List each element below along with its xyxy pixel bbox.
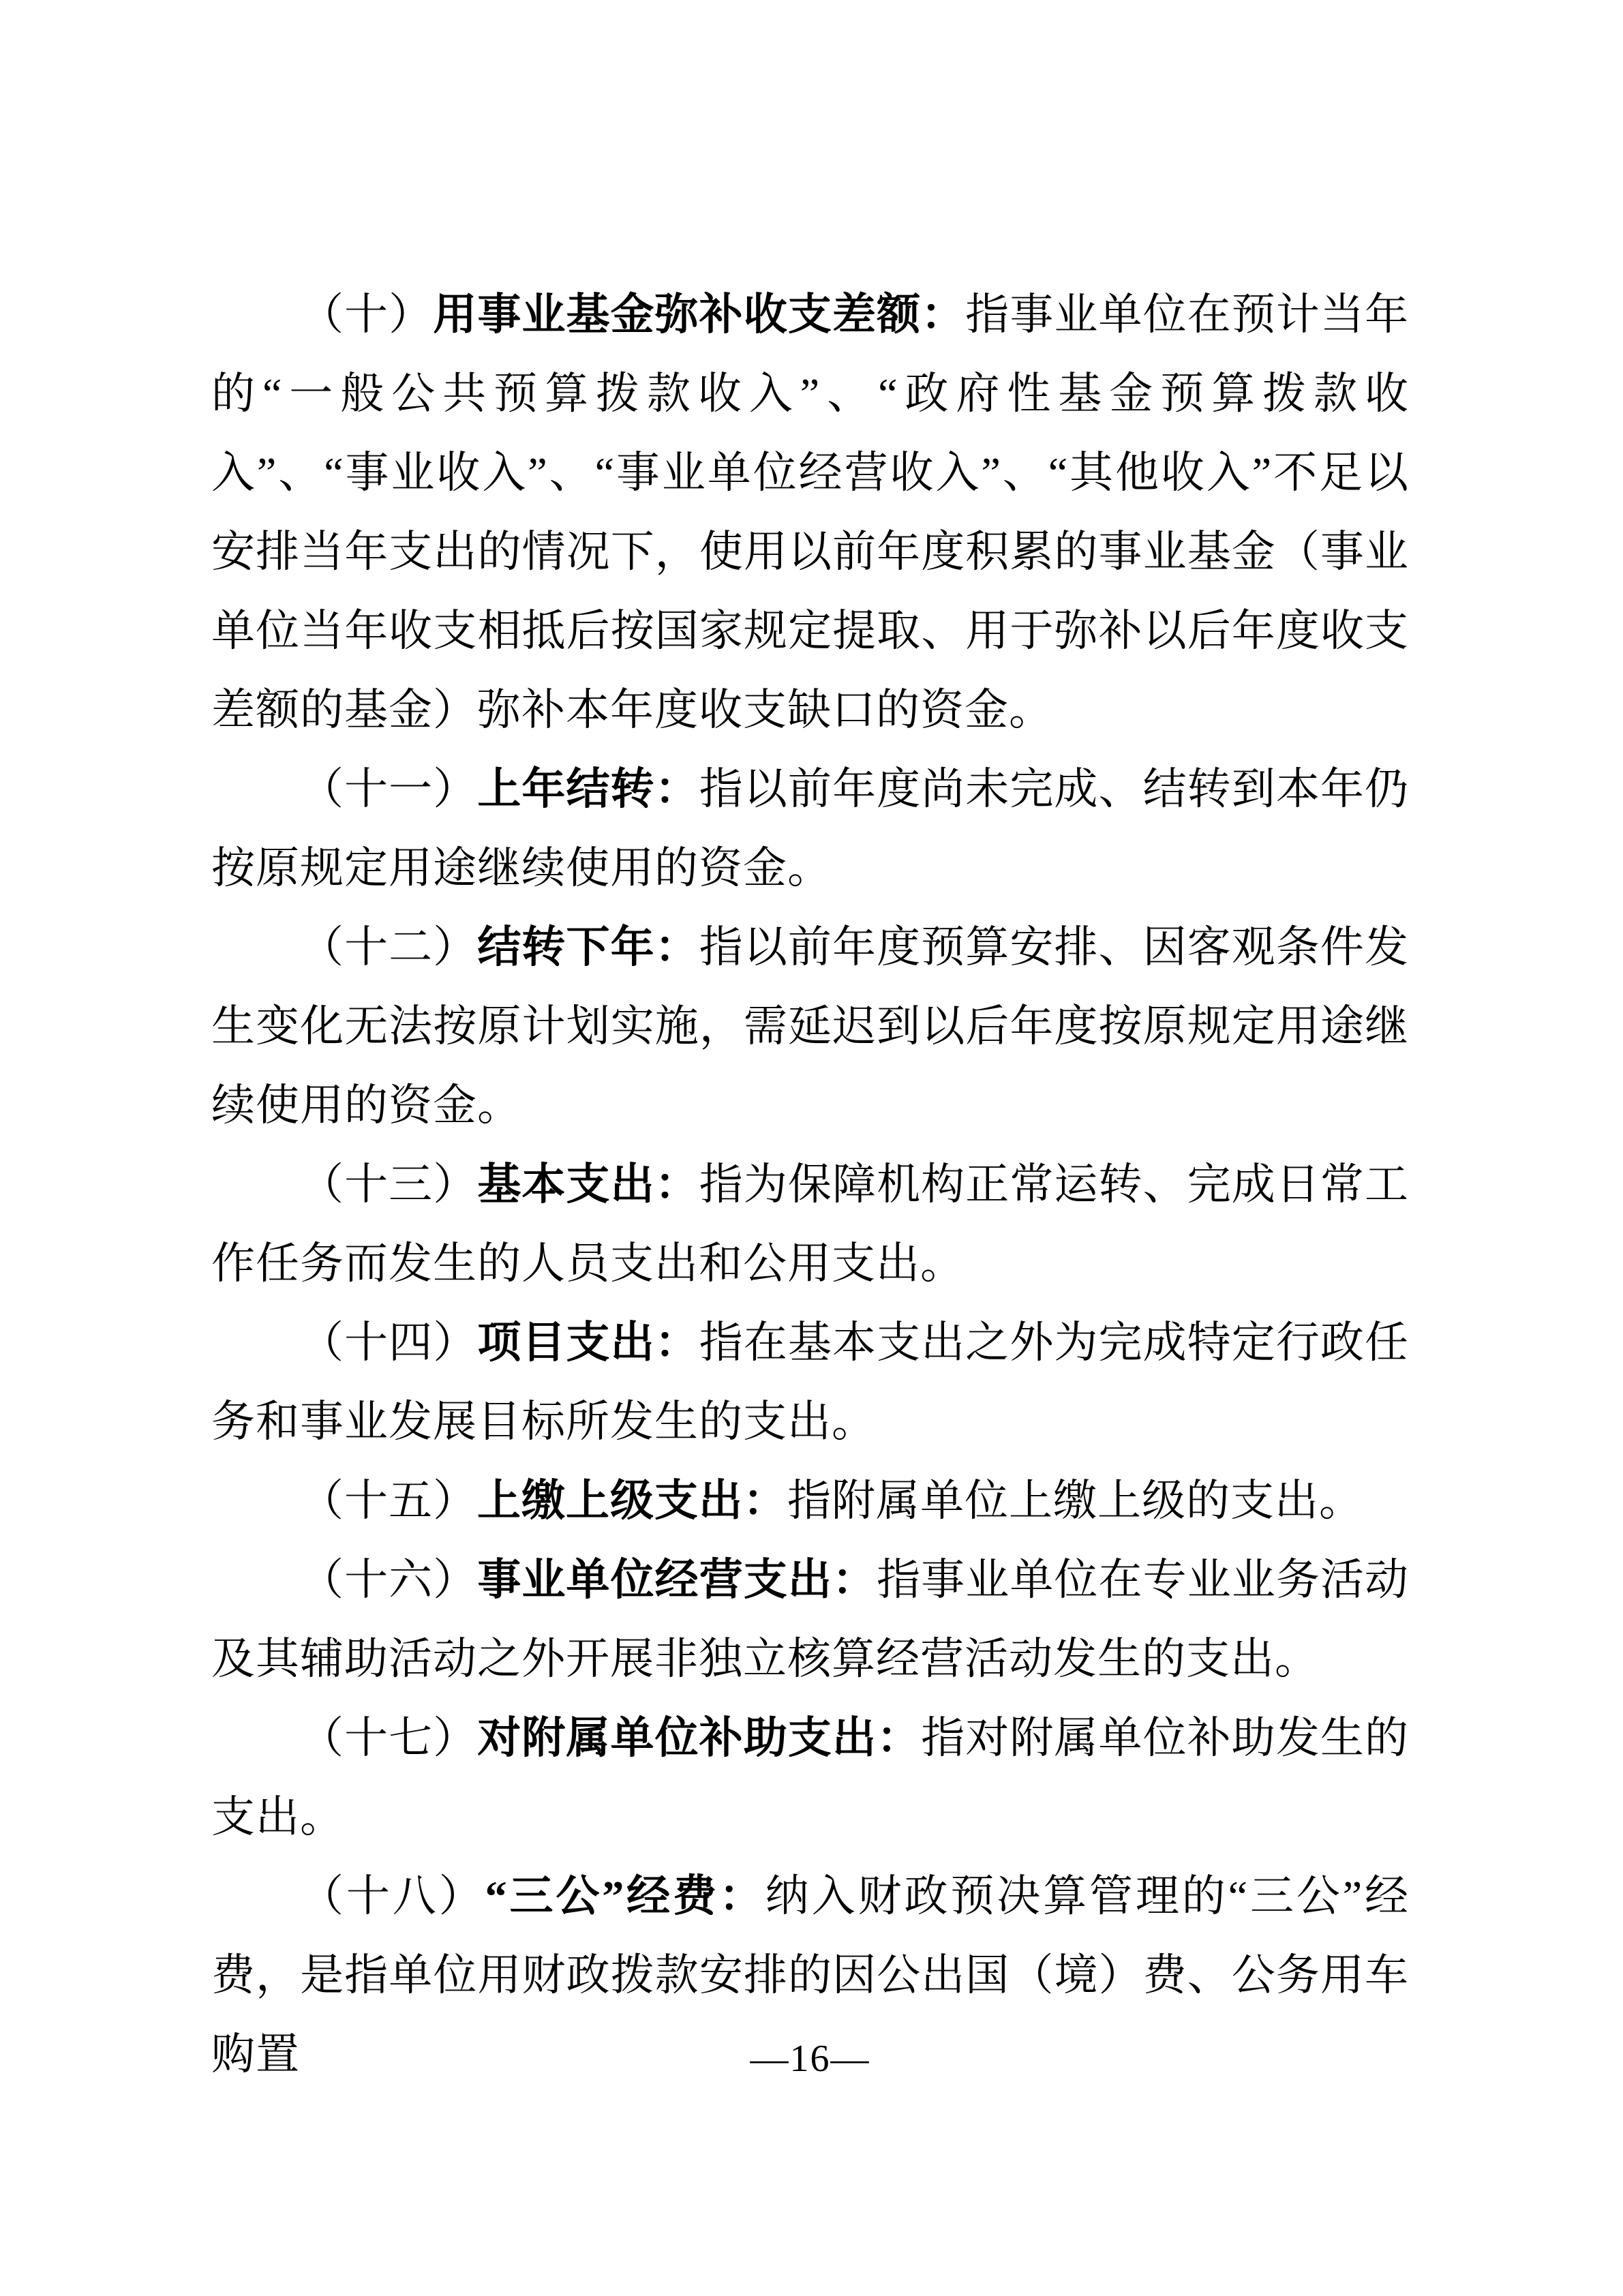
definition-text: 纳入财政预决算管理的“三公”经费，是指单位用财政拨款安排的因公出国（境）费、公务用车购置: [211, 1872, 1410, 2079]
page-number: —16—: [750, 2038, 870, 2080]
definition-paragraph: [211, 908, 1409, 1145]
item-number: （十七）: [300, 1714, 478, 1762]
definition-paragraph: [211, 1699, 1409, 1857]
term-label: “三公”经费：: [485, 1872, 765, 1920]
definition-text: 指以前年度尚未完成、结转到本年仍按原规定用途继续使用的资金。: [211, 765, 1410, 892]
term-label: 用事业基金弥补收支差额：: [433, 290, 966, 339]
item-number: （十八）: [300, 1872, 485, 1920]
item-number: （十五）: [300, 1477, 477, 1525]
term-label: 对附属单位补助支出：: [477, 1714, 922, 1762]
definition-paragraph: [211, 1303, 1409, 1462]
term-label: 上年结转：: [477, 765, 699, 813]
item-number: （十三）: [300, 1160, 478, 1209]
definition-text: 指在基本支出之外为完成特定行政任务和事业发展目标所发生的支出。: [211, 1318, 1410, 1446]
definition-text: 指为保障机构正常运转、完成日常工作任务而发生的人员支出和公用支出。: [211, 1160, 1410, 1288]
definition-paragraph: [211, 1462, 1409, 1541]
definition-paragraph: [211, 1145, 1409, 1303]
definition-text: 指以前年度预算安排、因客观条件发生变化无法按原计划实施，需延迟到以后年度按原规定用途继续使用的资金。: [211, 923, 1410, 1130]
definition-paragraph: [211, 750, 1409, 908]
item-number: （十四）: [300, 1318, 478, 1367]
definition-text: 指事业单位在专业业务活动及其辅助活动之外开展非独立核算经营活动发生的支出。: [211, 1556, 1410, 1683]
term-label: 项目支出：: [477, 1318, 699, 1367]
definition-paragraph: [211, 1541, 1409, 1699]
document-body: [211, 275, 1409, 2094]
item-number: （十六）: [300, 1556, 478, 1604]
term-label: 结转下年：: [477, 923, 699, 971]
definition-text: 指附属单位上缴上级的支出。: [787, 1477, 1363, 1525]
term-label: 上缴上级支出：: [477, 1477, 787, 1525]
term-label: 事业单位经营支出：: [477, 1556, 877, 1604]
item-number: （十）: [300, 290, 434, 339]
definition-text: 指对附属单位补助发生的支出。: [211, 1714, 1410, 1841]
item-number: （十二）: [300, 923, 478, 971]
definition-paragraph: [211, 275, 1409, 750]
definition-text: 指事业单位在预计当年的“一般公共预算拨款收入”、“政府性基金预算拨款收入”、“事业收入”、“事业单位经营收入”、“其他收入”不足以安排当年支出的情况下，使用以前年度积累的事业基金（事业单位当年收支相抵后按国家规定提取、用于弥补以后年度收支差额的基金）弥补本年度收支缺口的资金。: [211, 290, 1409, 734]
term-label: 基本支出：: [477, 1160, 699, 1209]
item-number: （十一）: [300, 765, 478, 813]
